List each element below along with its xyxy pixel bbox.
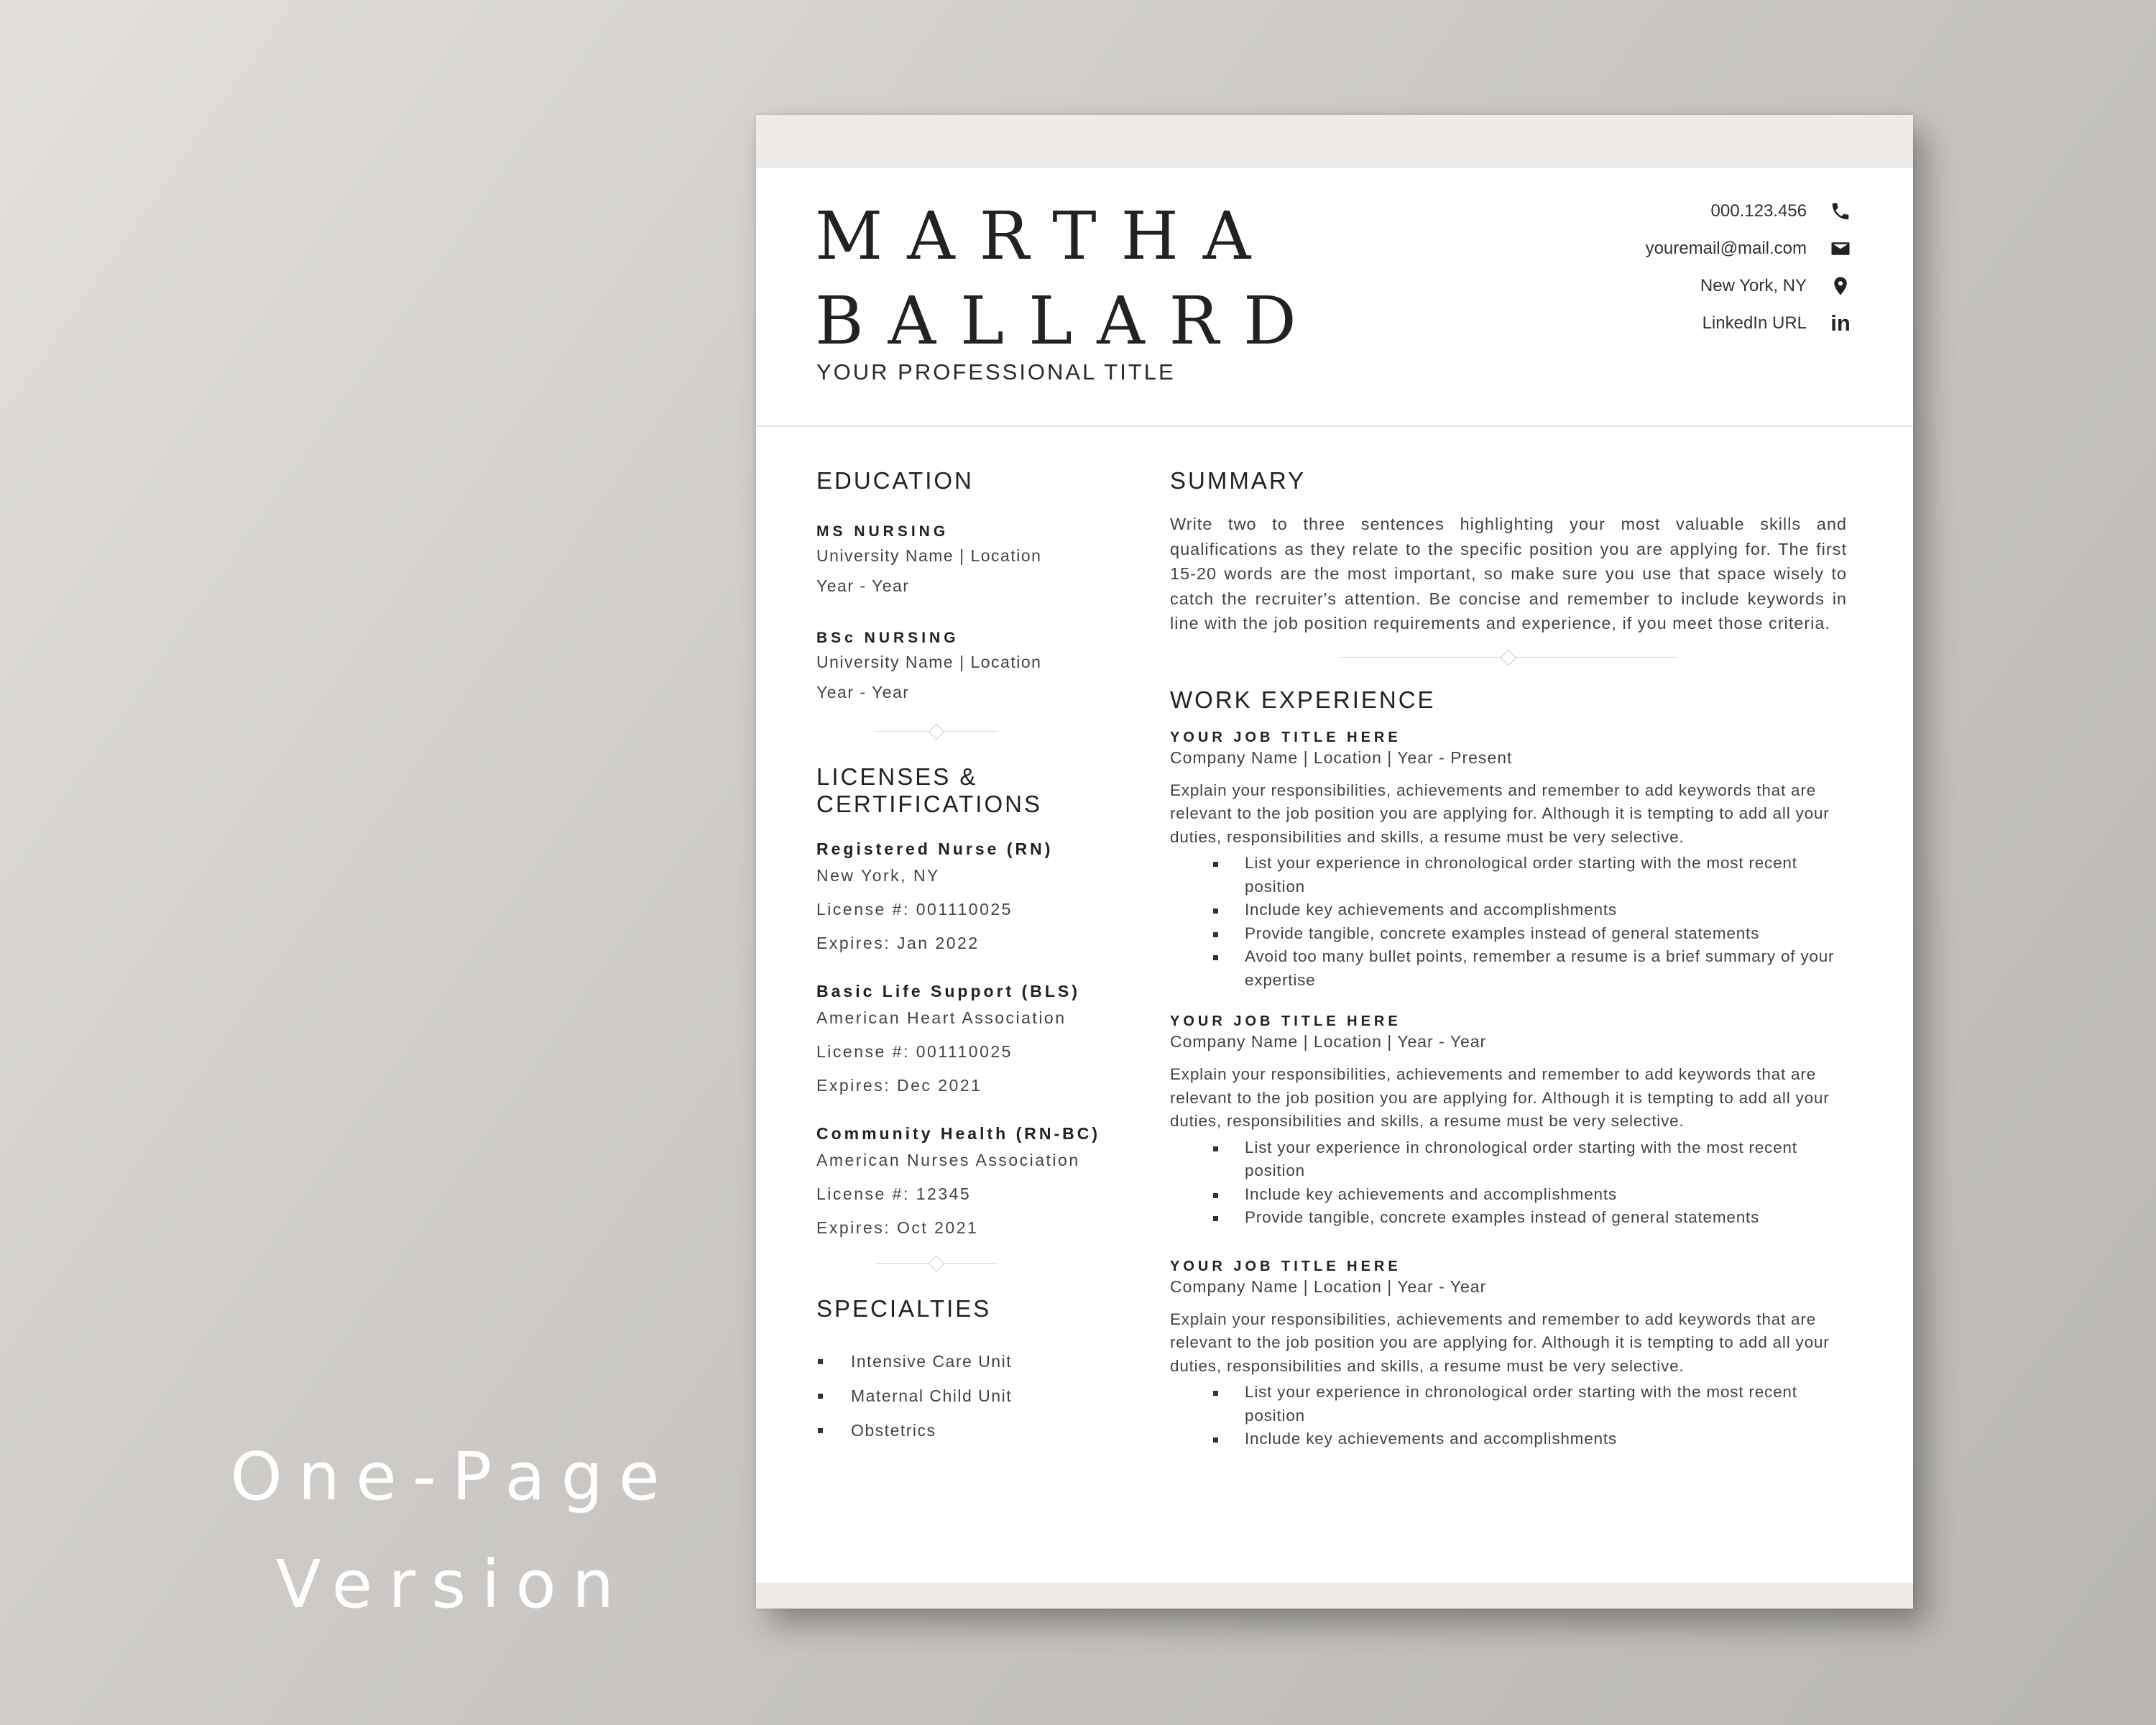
education-item: [816, 630, 1118, 707]
caption-line-1: One-Page: [230, 1438, 676, 1515]
location-pin-icon: [1828, 274, 1853, 298]
header-divider: [756, 426, 1913, 427]
summary-heading: SUMMARY: [1170, 467, 1307, 494]
section-divider: [875, 723, 998, 740]
email-text: youremail@mail.com: [1645, 239, 1807, 258]
school-line: University Name | Location: [816, 546, 1042, 565]
degree-name: MS NURSING: [816, 523, 949, 540]
license-org: American Heart Association: [816, 1008, 1067, 1027]
candidate-name: [815, 194, 1321, 364]
job-bullets: [1245, 1381, 1847, 1451]
left-column: [816, 467, 1118, 1448]
section-divider: [875, 1255, 998, 1272]
job-entry: [1170, 1259, 1847, 1451]
education-item: [816, 523, 1118, 601]
phone-icon: [1828, 199, 1853, 224]
first-name: MARTHA: [815, 198, 1276, 275]
contact-email: [1422, 230, 1853, 267]
degree-name: BSc NURSING: [816, 630, 959, 646]
diamond-ornament-icon: [1501, 649, 1517, 666]
caption-line-2: Version: [275, 1546, 630, 1623]
list-item: Obstetrics: [816, 1413, 1118, 1448]
mail-icon: [1828, 236, 1853, 261]
licenses-heading: [816, 763, 1118, 818]
job-title: YOUR JOB TITLE HERE: [1170, 729, 1401, 745]
license-expiry: Expires: Dec 2021: [816, 1076, 982, 1095]
location-text: New York, NY: [1700, 276, 1807, 295]
list-item: Include key achievements and accomplishments: [1245, 1427, 1847, 1451]
license-expiry: Expires: Jan 2022: [816, 934, 980, 952]
job-title: YOUR JOB TITLE HERE: [1170, 1013, 1401, 1029]
phone-text: 000.123.456: [1710, 201, 1807, 221]
license-name: Community Health (RN-BC): [816, 1124, 1100, 1143]
job-entry: [1170, 730, 1847, 993]
job-description: Explain your responsibilities, achievements and remember to add keywords that are relevant to the job position you are applying for. Although it is tempting to add all your duties, responsibilities and skills, a resume must be very selective.: [1170, 781, 1830, 846]
contact-location: [1422, 267, 1853, 305]
job-bullets: [1245, 1136, 1847, 1230]
linkedin-icon: in: [1830, 310, 1851, 336]
license-number: License #: 001110025: [816, 1042, 1013, 1061]
right-column: [1170, 467, 1847, 1451]
license-expiry: Expires: Oct 2021: [816, 1218, 979, 1237]
list-item: List your experience in chronological order starting with the most recent position: [1245, 1381, 1847, 1427]
years-line: Year - Year: [816, 683, 910, 702]
list-item: List your experience in chronological order starting with the most recent position: [1245, 1136, 1847, 1183]
license-item: [816, 982, 1118, 1103]
specialties-heading: SPECIALTIES: [816, 1295, 992, 1322]
top-band: [756, 115, 1913, 168]
license-name: Registered Nurse (RN): [816, 840, 1054, 858]
work-heading: WORK EXPERIENCE: [1170, 686, 1436, 713]
summary-text: Write two to three sentences highlighting your most valuable skills and qualifications as they relate to the specific position you are applying for. The first 15-20 words are the most important, so make sure you use that space wisely to catch the recruiter's attention. Be concise and remember to include keywords in line with the job position requirements and experience, if you meet those criteria.: [1170, 515, 1847, 632]
version-caption: [180, 1423, 726, 1639]
contact-phone: [1422, 193, 1853, 230]
job-title: YOUR JOB TITLE HERE: [1170, 1258, 1401, 1274]
list-item: Include key achievements and accomplishments: [1245, 898, 1847, 922]
job-company: Company Name | Location | Year - Year: [1170, 1032, 1487, 1051]
list-item: Provide tangible, concrete examples instead of general statements: [1245, 922, 1847, 946]
license-org: American Nurses Association: [816, 1151, 1080, 1169]
linkedin-text: LinkedIn URL: [1702, 313, 1807, 333]
license-number: License #: 12345: [816, 1184, 972, 1203]
list-item: List your experience in chronological order starting with the most recent position: [1245, 852, 1847, 898]
professional-title: YOUR PROFESSIONAL TITLE: [816, 359, 1176, 385]
license-org: New York, NY: [816, 866, 940, 885]
list-item: Include key achievements and accomplishments: [1245, 1183, 1847, 1207]
list-item: Intensive Care Unit: [816, 1344, 1118, 1379]
license-name: Basic Life Support (BLS): [816, 982, 1080, 1000]
school-line: University Name | Location: [816, 653, 1042, 671]
licenses-heading-line-1: LICENSES &: [816, 763, 978, 790]
diamond-ornament-icon: [929, 724, 945, 740]
last-name: BALLARD: [815, 282, 1321, 359]
specialties-list: [816, 1344, 1118, 1448]
bottom-band: [756, 1583, 1913, 1609]
list-item: Maternal Child Unit: [816, 1379, 1118, 1413]
job-bullets: [1245, 852, 1847, 992]
diamond-ornament-icon: [929, 1256, 945, 1272]
list-item: Avoid too many bullet points, remember a resume is a brief summary of your expertise: [1245, 945, 1847, 992]
contact-linkedin: [1422, 305, 1853, 342]
license-item: [816, 1124, 1118, 1245]
years-line: Year - Year: [816, 576, 910, 595]
job-description: Explain your responsibilities, achievements and remember to add keywords that are relevant to the job position you are applying for. Although it is tempting to add all your duties, responsibilities and skills, a resume must be very selective.: [1170, 1310, 1830, 1375]
job-description: Explain your responsibilities, achievements and remember to add keywords that are relevant to the job position you are applying for. Although it is tempting to add all your duties, responsibilities and skills, a resume must be very selective.: [1170, 1065, 1830, 1130]
resume-sheet: [756, 115, 1913, 1609]
license-number: License #: 001110025: [816, 900, 1013, 919]
job-company: Company Name | Location | Year - Year: [1170, 1276, 1487, 1296]
list-item: Provide tangible, concrete examples instead of general statements: [1245, 1206, 1847, 1230]
licenses-heading-line-2: CERTIFICATIONS: [816, 791, 1042, 817]
license-item: [816, 840, 1118, 960]
job-entry: [1170, 1013, 1847, 1230]
job-company: Company Name | Location | Year - Present: [1170, 748, 1513, 767]
contact-block: [1422, 193, 1853, 342]
education-heading: EDUCATION: [816, 467, 974, 494]
section-divider: [1340, 649, 1677, 666]
